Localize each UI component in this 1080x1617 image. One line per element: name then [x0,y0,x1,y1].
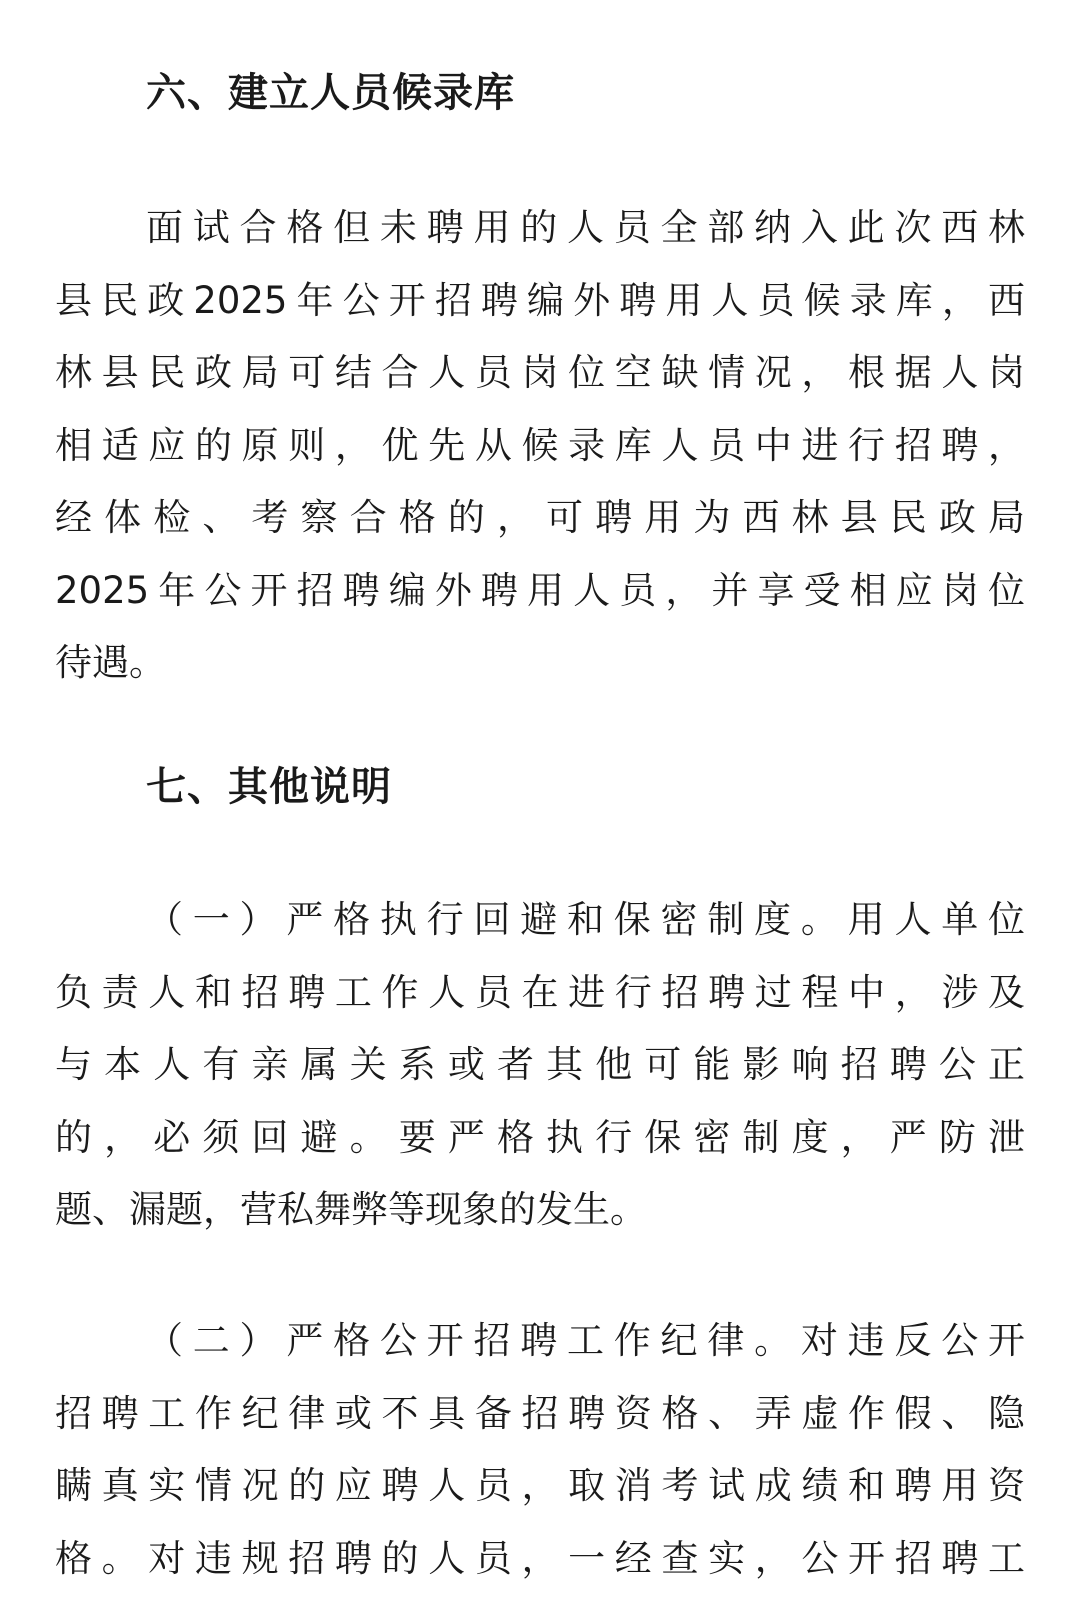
paragraph-line: （一）严格执行回避和保密制度。用人单位 [146,898,1025,941]
paragraph-line: 县民政2025年公开招聘编外聘用人员候录库，西 [55,278,1025,322]
paragraph-line: 面试合格但未聘用的人员全部纳入此次西林 [146,206,1025,249]
paragraph-line: 的，必须回避。要严格执行保密制度，严防泄 [55,1115,1025,1159]
section-seven-item-2 [55,1305,1025,1595]
paragraph-line: 与本人有亲属关系或者其他可能影响招聘公正 [55,1043,1025,1086]
section-seven-heading: 七、其他说明 [146,764,392,810]
paragraph-line: 经体检、考察合格的，可聘用为西林县民政局 [55,496,1025,539]
paragraph-line: 格。对违规招聘的人员，一经查实，公开招聘工 [55,1536,1025,1580]
paragraph-line: 负责人和招聘工作人员在进行招聘过程中，涉及 [55,970,1025,1014]
section-seven-item-1 [55,884,1025,1247]
paragraph-line: 瞒真实情况的应聘人员，取消考试成绩和聘用资 [55,1464,1025,1507]
paragraph-line: 招聘工作纪律或不具备招聘资格、弄虚作假、隐 [55,1391,1025,1435]
paragraph-line: 相适应的原则，优先从候录库人员中进行招聘， [55,423,1025,467]
paragraph-line: （二）严格公开招聘工作纪律。对违反公开 [146,1319,1025,1362]
paragraph-line: 题、漏题，营私舞弊等现象的发生。 [55,1188,647,1231]
paragraph-line: 2025年公开招聘编外聘用人员，并享受相应岗位 [55,568,1025,612]
section-six-heading: 六、建立人员候录库 [146,70,515,116]
paragraph-line: 林县民政局可结合人员岗位空缺情况，根据人岗 [55,351,1025,394]
section-six-paragraph [55,192,1025,700]
paragraph-line: 待遇。 [55,641,166,684]
